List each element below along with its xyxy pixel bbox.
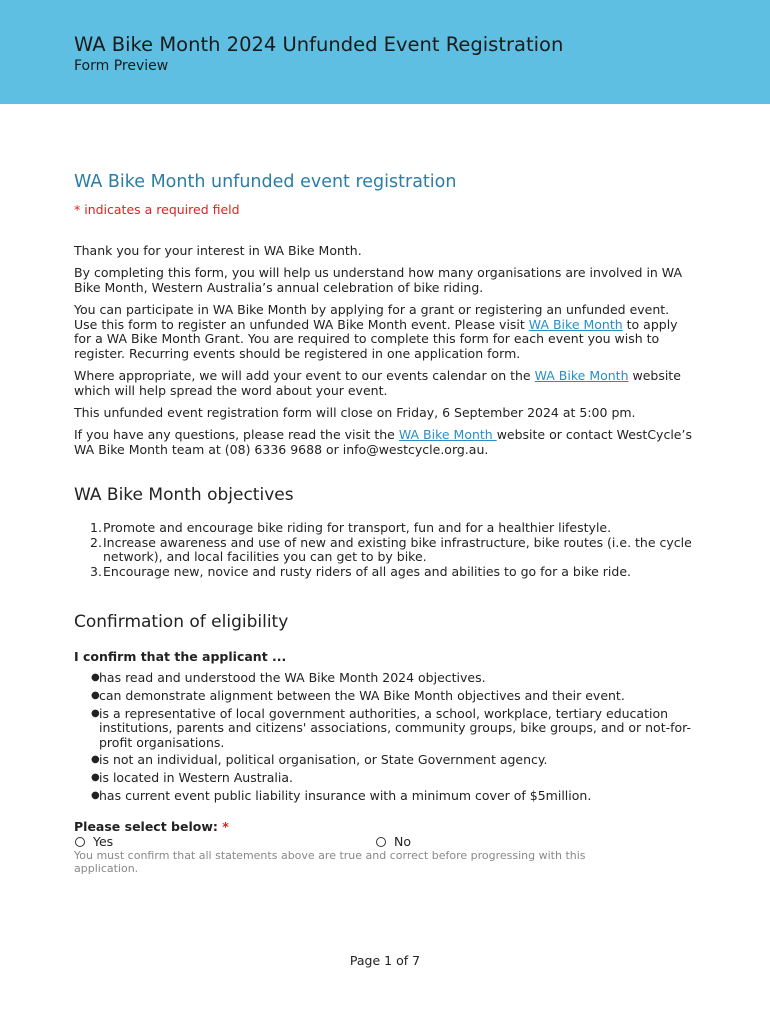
list-item bbox=[90, 565, 694, 580]
list-text: is not an individual, political organisation, or State Government agency. bbox=[99, 752, 548, 768]
bullet-icon: ● bbox=[91, 707, 100, 719]
list-text: can demonstrate alignment between the WA Bike Month objectives and their event. bbox=[99, 688, 625, 704]
list-item bbox=[91, 789, 694, 804]
confirm-hint: You must confirm that all statements above are true and correct before progressing with this application. bbox=[74, 849, 586, 876]
bullet-icon: ● bbox=[91, 789, 100, 801]
radio-yes-circle[interactable] bbox=[75, 837, 85, 847]
required-star: * bbox=[222, 819, 229, 835]
radio-yes[interactable] bbox=[75, 834, 113, 849]
list-text: Promote and encourage bike riding for transport, fun and for a healthier lifestyle. bbox=[103, 520, 612, 536]
bullet-icon: ● bbox=[91, 754, 100, 766]
intro-paragraph-5: This unfunded event registration form will close on Friday, 6 September 2024 at 5:00 pm. bbox=[74, 404, 636, 420]
page-header bbox=[0, 0, 770, 104]
intro-p6-text: If you have any questions, please read the visit the bbox=[74, 426, 399, 442]
intro-paragraph-4 bbox=[74, 369, 694, 398]
wa-bike-month-link-1[interactable]: WA Bike Month bbox=[528, 316, 623, 332]
eligibility-list bbox=[74, 671, 694, 803]
list-item bbox=[91, 671, 694, 686]
intro-p4-text: Where appropriate, we will add your event to our events calendar on the bbox=[74, 367, 535, 383]
intro-paragraph-1: Thank you for your interest in WA Bike Month. bbox=[74, 243, 362, 258]
wa-bike-month-link-2[interactable]: WA Bike Month bbox=[534, 367, 629, 383]
header-subtitle: Form Preview bbox=[74, 58, 169, 74]
radio-yes-label: Yes bbox=[93, 834, 114, 850]
list-text: is a representative of local government authorities, a school, workplace, tertiary education institutions, parents and citizens' associations, community groups, bike groups, and or not-for-profit organisations. bbox=[99, 705, 691, 750]
intro-paragraph-3 bbox=[74, 303, 694, 361]
list-number: 3. bbox=[90, 563, 102, 579]
radio-no[interactable] bbox=[376, 834, 411, 849]
required-field-note: * indicates a required field bbox=[74, 202, 240, 217]
list-text: has current event public liability insurance with a minimum cover of $5million. bbox=[99, 787, 592, 803]
select-label bbox=[74, 819, 694, 834]
intro-p4-text-after: website which will help spread the word about your event. bbox=[74, 367, 681, 398]
objectives-heading: WA Bike Month objectives bbox=[74, 485, 294, 506]
objectives-list bbox=[74, 521, 694, 579]
list-text: Increase awareness and use of new and existing bike infrastructure, bike routes (i.e. the cycle network), and local facilities you can get to by bike. bbox=[103, 534, 692, 565]
wa-bike-month-link-3[interactable]: WA Bike Month bbox=[398, 426, 497, 442]
confirm-radio-group bbox=[74, 834, 694, 849]
intro-paragraph-2: By completing this form, you will help us understand how many organisations are involved in WA Bike Month, Western Australia’s annual celebration of bike riding. bbox=[74, 265, 683, 295]
bullet-icon: ● bbox=[91, 672, 100, 684]
intro-p3-text: You can participate in WA Bike Month by applying for a grant or registering an unfunded event. Use this form to register an unfunded WA Bike Month event. Please visit bbox=[74, 301, 670, 332]
page-number: Page 1 of 7 bbox=[349, 953, 421, 968]
intro-paragraph-6 bbox=[74, 428, 694, 457]
radio-no-circle[interactable] bbox=[376, 837, 386, 847]
header-title: WA Bike Month 2024 Unfunded Event Registration bbox=[74, 33, 564, 56]
select-label-text: Please select below: bbox=[74, 819, 223, 835]
list-item bbox=[91, 707, 694, 751]
list-item bbox=[91, 689, 694, 704]
list-item bbox=[90, 521, 694, 536]
intro-section bbox=[74, 244, 694, 457]
form-title: WA Bike Month unfunded event registration bbox=[74, 172, 457, 192]
eligibility-heading: Confirmation of eligibility bbox=[74, 612, 289, 633]
list-text: has read and understood the WA Bike Month 2024 objectives. bbox=[99, 670, 486, 686]
list-item bbox=[90, 536, 694, 565]
form-content bbox=[74, 170, 694, 876]
confirm-label: I confirm that the applicant ... bbox=[74, 649, 287, 665]
intro-p3-text-after: to apply for a WA Bike Month Grant. You are required to complete this form for each event you wish to register. Recurring events should be registered in one application form. bbox=[74, 316, 678, 361]
radio-no-label: No bbox=[394, 834, 411, 850]
bullet-icon: ● bbox=[91, 772, 100, 784]
bullet-icon: ● bbox=[91, 690, 100, 702]
list-item bbox=[91, 771, 694, 786]
list-number: 1. bbox=[90, 520, 102, 536]
list-item bbox=[91, 753, 694, 768]
list-text: is located in Western Australia. bbox=[99, 770, 293, 786]
list-text: Encourage new, novice and rusty riders of all ages and abilities to go for a bike ride. bbox=[103, 563, 631, 579]
list-number: 2. bbox=[90, 534, 102, 550]
intro-p6-text-after: website or contact WestCycle’s WA Bike Month team at (08) 6336 9688 or info@westcycle.org.au. bbox=[74, 426, 692, 457]
